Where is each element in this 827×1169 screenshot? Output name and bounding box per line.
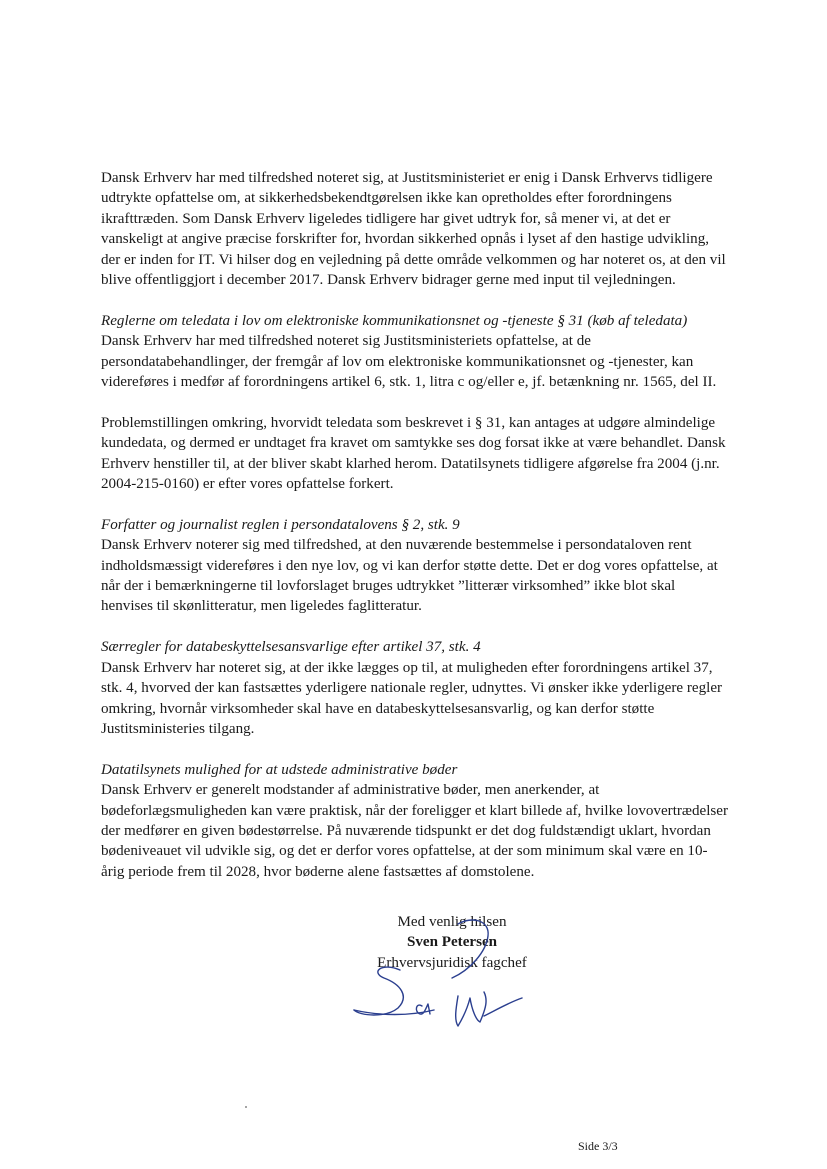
signature-closing: Med venlig hilsen (397, 914, 507, 930)
section-heading: Reglerne om teledata i lov om elektroniske kommunikationsnet og -tjeneste § 31 (køb af teledata) (101, 312, 688, 329)
section-administrative-fines (101, 760, 729, 882)
intro-paragraph: Dansk Erhverv har med tilfredshed noteret sig, at Justitsministeriet er enig i Dansk Erhvervs tidligere udtrykte opfattelse om, at sikkerhedsbekendtgørelsen ikke kan opretholdes efter forordningens ikrafttræden. Som Dansk Erhverv ligeledes tidligere har givet udtryk for, så mener vi, at det er vanskeligt at angive præcise forskrifter for, hvordan sikkerhed opnås i lyset af den hastige udvikling, der er inden for IT. Vi hilser dog en vejledning på dette område velkommen og har noteret os, at den vil blive offentliggjort i december 2017. Dansk Erhverv bidrager gerne med input til vejledningen. (101, 170, 726, 289)
page-number: Side 3/3 (578, 1139, 618, 1153)
scan-speck (245, 1106, 247, 1108)
section-heading: Datatilsynets mulighed for at udstede administrative bøder (101, 761, 458, 778)
section-paragraph: Dansk Erhverv er generelt modstander af administrative bøder, men anerkender, at bødeforlægsmuligheden kan være praktisk, når der foreligger et klart billede af, hvilke lovovertrædelser der medfører en given bødestørrelse. På nuværende tidspunkt er det dog fuldstændigt uklart, hvordan bødeniveauet vil udvikle sig, og det er derfor vores opfattelse, at der som minimum skal være en 10-årig periode frem til 2028, hvor bøderne alene fastsættes af domstolene. (101, 782, 729, 880)
section-paragraph: Dansk Erhverv noterer sig med tilfredshed, at den nuværende bestemmelse i persondataloven rent indholdsmæssigt videreføres i den nye lov, og vi kan derfor støtte dette. Det er dog vores opfattelse, at når der i bemærkningerne til lovforslaget bruges udtrykket ”litterær virksomhed” ikke blot skal henvises til skønlitteratur, men ligeledes faglitteratur. (101, 537, 718, 615)
section-heading: Særregler for databeskyttelsesansvarlige efter artikel 37, stk. 4 (101, 639, 481, 656)
document-body (101, 168, 729, 903)
section-heading: Forfatter og journalist reglen i persondatalovens § 2, stk. 9 (101, 516, 460, 533)
signature-block (332, 912, 572, 973)
signature-title: Erhvervsjuridisk fagchef (377, 954, 527, 971)
section-paragraph: Dansk Erhverv har noteret sig, at der ikke lægges op til, at muligheden efter forordningens artikel 37, stk. 4, hvorved der kan fastsættes yderligere nationale regler, udnyttes. Vi ønsker ikke yderligere regler omkring, hvornår virksomheder skal have en databeskyttelsesansvarlig, og kan derfor støtte Justitsministeries tilgang. (101, 659, 723, 737)
section-journalist-rule (101, 515, 729, 617)
section-teledata (101, 311, 729, 393)
section-paragraph: Dansk Erhverv har med tilfredshed noteret sig Justitsministeriets opfattelse, at de persondatabehandlinger, der fremgår af lov om elektroniske kommunikationsnet og -tjenester, kan videreføres i medfør af forordningens artikel 6, stk. 1, litra c og/eller e, jf. betænkning nr. 1565, del II. (101, 333, 717, 391)
section-dpo-rules (101, 637, 729, 739)
section-teledata-followup (101, 413, 729, 495)
section-paragraph: Problemstillingen omkring, hvorvidt teledata som beskrevet i § 31, kan antages at udgøre almindelige kundedata, og dermed er undtaget fra kravet om samtykke ses dog forsat ikke at være behandlet. Dansk Erhverv henstiller til, at der bliver skabt klarhed herom. Datatilsynets tidligere afgørelse fra 2004 (j.nr. 2004-215-0160) er efter vores opfattelse forkert. (101, 414, 726, 493)
signature-name: Sven Petersen (406, 934, 498, 951)
